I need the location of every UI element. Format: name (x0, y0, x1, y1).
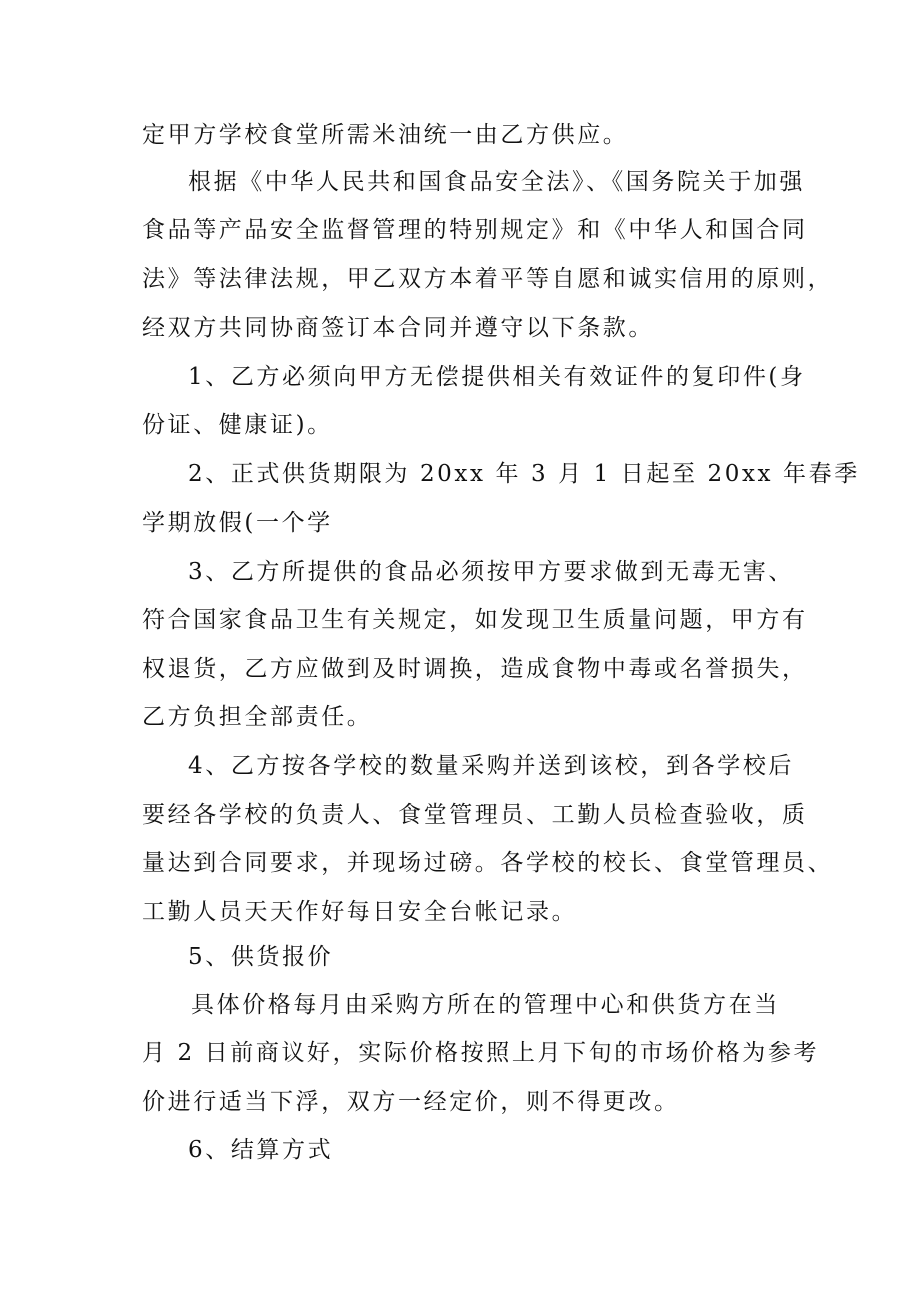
text-line: 经双方共同协商签订本合同并遵守以下条款。 (142, 315, 654, 341)
text-line: 份证、健康证)。 (142, 412, 333, 438)
text-line: 权退货，乙方应做到及时调换，造成食物中毒或名誉损失， (142, 656, 808, 682)
text-line: 工勤人员天天作好每日安全台帐记录。 (142, 899, 578, 925)
text-line: 法》等法律法规，甲乙双方本着平等自愿和诚实信用的原则， (142, 266, 834, 292)
text-line: 月 2 日前商议好，实际价格按照上月下旬的市场价格为参考 (142, 1040, 820, 1066)
text-line: 定甲方学校食堂所需米油统一由乙方供应。 (142, 122, 629, 148)
text-line: 3、乙方所提供的食品必须按甲方要求做到无毒无害、 (188, 559, 795, 585)
text-line: 根据《中华人民共和国食品安全法》、《国务院关于加强 (188, 169, 805, 195)
text-line: 符合国家食品卫生有关规定，如发现卫生质量问题，甲方有 (142, 607, 808, 633)
text-line: 量达到合同要求，并现场过磅。各学校的校长、食堂管理员、 (142, 850, 834, 876)
text-line: 学期放假(一个学 (142, 510, 333, 536)
text-line: 价进行适当下浮，双方一经定价，则不得更改。 (142, 1089, 680, 1115)
text-line: 要经各学校的负责人、食堂管理员、工勤人员检查验收，质 (142, 802, 808, 828)
text-line: 4、乙方按各学校的数量采购并送到该校，到各学校后 (188, 753, 795, 779)
text-line: 2、正式供货期限为 20xx 年 3 月 1 日起至 20xx 年春季 (188, 461, 860, 487)
text-line: 5、供货报价 (188, 944, 334, 970)
text-line: 1、乙方必须向甲方无偿提供相关有效证件的复印件(身 (188, 364, 806, 390)
text-line: 乙方负担全部责任。 (142, 704, 373, 730)
text-line: 6、结算方式 (188, 1137, 334, 1163)
text-line: 食品等产品安全监督管理的特别规定》和《中华人和国合同 (142, 217, 808, 243)
text-line: 具体价格每月由采购方所在的管理中心和供货方在当 (191, 992, 780, 1018)
